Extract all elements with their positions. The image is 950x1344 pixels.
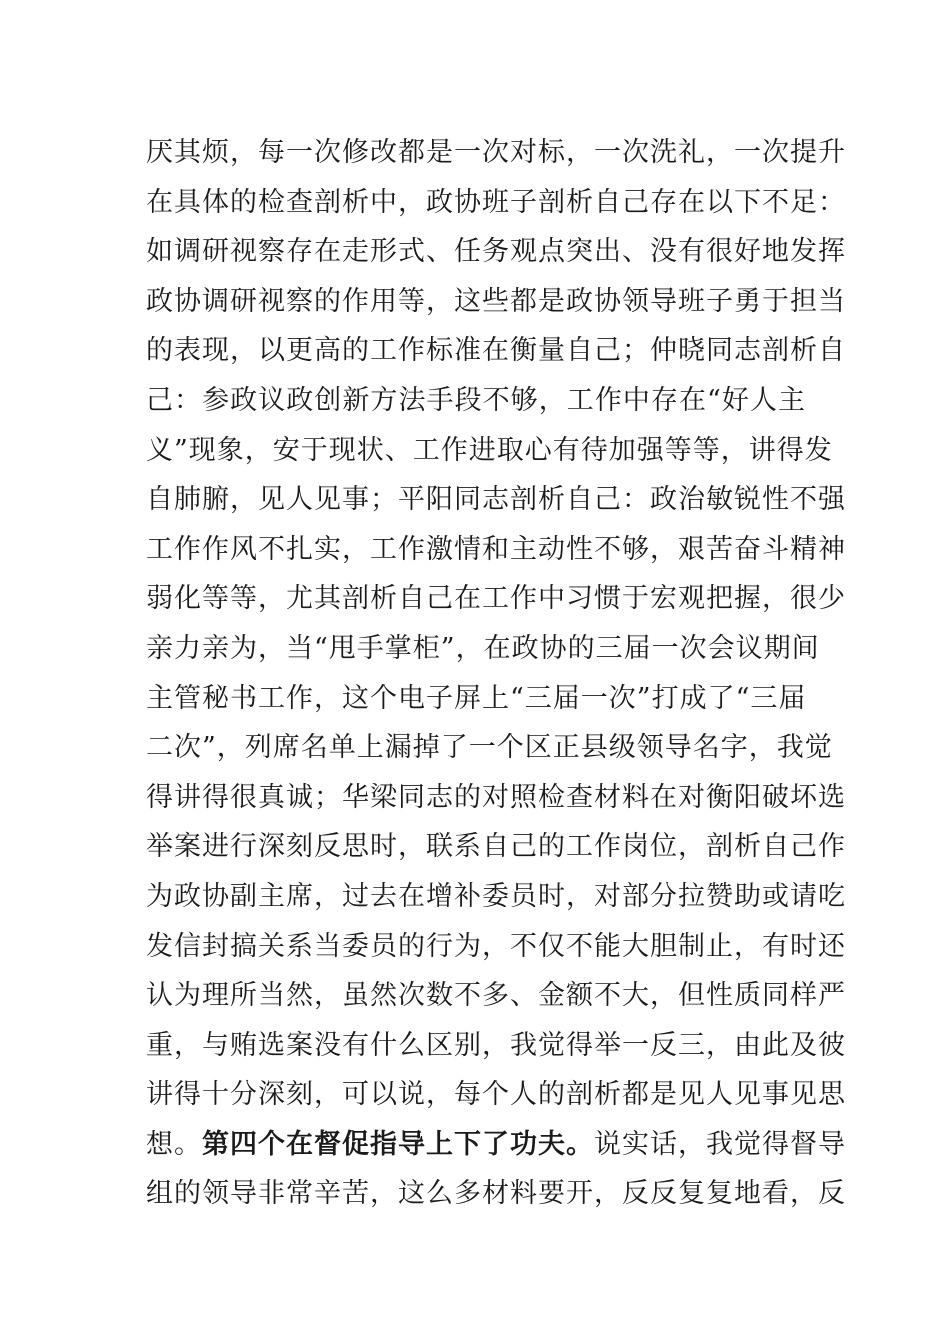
text-segment: 认为理所当然，虽然次数不多、金额不大，但性质同样严 bbox=[146, 980, 846, 1012]
text-segment: 工作作风不扎实，工作激情和主动性不够，艰苦奋斗精神 bbox=[146, 533, 846, 565]
text-segment: 讲得十分深刻，可以说，每个人的剖析都是见人见事见思 bbox=[146, 1079, 846, 1111]
text-line bbox=[146, 1021, 846, 1071]
text-segment: 亲力亲为，当“甩手掌柜”，在政协的三届一次会议期间 bbox=[146, 632, 820, 664]
text-segment: 政协调研视察的作用等，这些都是政协领导班子勇于担当 bbox=[146, 285, 846, 317]
text-segment: 义”现象，安于现状、工作进取心有待加强等等，讲得发 bbox=[146, 434, 833, 466]
text-line bbox=[146, 723, 833, 773]
text-segment: 组的领导非常辛苦，这么多材料要开，反反复复地看，反 bbox=[146, 1178, 846, 1210]
text-segment: 自肺腑，见人见事；平阳同志剖析自己：政治敏锐性不强 bbox=[146, 484, 846, 516]
text-line bbox=[146, 922, 846, 972]
text-segment: 弱化等等，尤其剖析自己在工作中习惯于宏观把握，很少 bbox=[146, 583, 846, 615]
text-line bbox=[146, 128, 846, 178]
text-segment: 想。 bbox=[146, 1128, 202, 1160]
text-segment: 为政协副主席，过去在增补委员时，对部分拉赞助或请吃 bbox=[146, 880, 846, 912]
text-line bbox=[146, 326, 846, 376]
body-text bbox=[146, 128, 846, 1219]
text-line bbox=[146, 971, 846, 1021]
text-segment: 在具体的检查剖析中，政协班子剖析自己存在以下不足： bbox=[146, 186, 846, 218]
text-line bbox=[146, 376, 806, 426]
text-line bbox=[146, 227, 846, 277]
text-line bbox=[146, 773, 846, 823]
text-segment: 二次”，列席名单上漏掉了一个区正县级领导名字，我觉 bbox=[146, 732, 833, 764]
text-segment: 如调研视察存在走形式、任务观点突出、没有很好地发挥 bbox=[146, 236, 846, 268]
text-segment: 厌其烦，每一次修改都是一次对标，一次洗礼，一次提升 bbox=[146, 137, 846, 168]
text-line bbox=[146, 426, 833, 476]
bold-heading-text: 第四个在督促指导上下了功夫。 bbox=[202, 1128, 594, 1160]
text-segment: 发信封搞关系当委员的行为，不仅不能大胆制止，有时还 bbox=[146, 930, 846, 962]
text-segment: 举案进行深刻反思时，联系自己的工作岗位，剖析自己作 bbox=[146, 831, 846, 863]
text-segment: 说实话，我觉得督导 bbox=[594, 1128, 846, 1160]
text-segment: 得讲得很真诚；华梁同志的对照检查材料在对衡阳破坏选 bbox=[146, 781, 846, 813]
text-line bbox=[146, 178, 846, 228]
text-segment: 主管秘书工作，这个电子屏上“三届一次”打成了“三届 bbox=[146, 682, 807, 714]
text-segment: 己：参政议政创新方法手段不够，工作中存在“好人主 bbox=[146, 384, 806, 416]
text-line bbox=[146, 1169, 846, 1219]
text-segment: 的表现，以更高的工作标准在衡量自己；仲晓同志剖析自 bbox=[146, 335, 846, 367]
text-line bbox=[146, 822, 846, 872]
text-line bbox=[146, 674, 806, 724]
text-line bbox=[146, 872, 846, 922]
text-line bbox=[146, 1070, 846, 1120]
text-segment: 重，与贿选案没有什么区别，我觉得举一反三，由此及彼 bbox=[146, 1029, 846, 1061]
text-line bbox=[146, 1120, 846, 1170]
text-line bbox=[146, 475, 846, 525]
text-line bbox=[146, 525, 846, 575]
text-line bbox=[146, 277, 846, 327]
text-line bbox=[146, 574, 846, 624]
text-line bbox=[146, 624, 820, 674]
